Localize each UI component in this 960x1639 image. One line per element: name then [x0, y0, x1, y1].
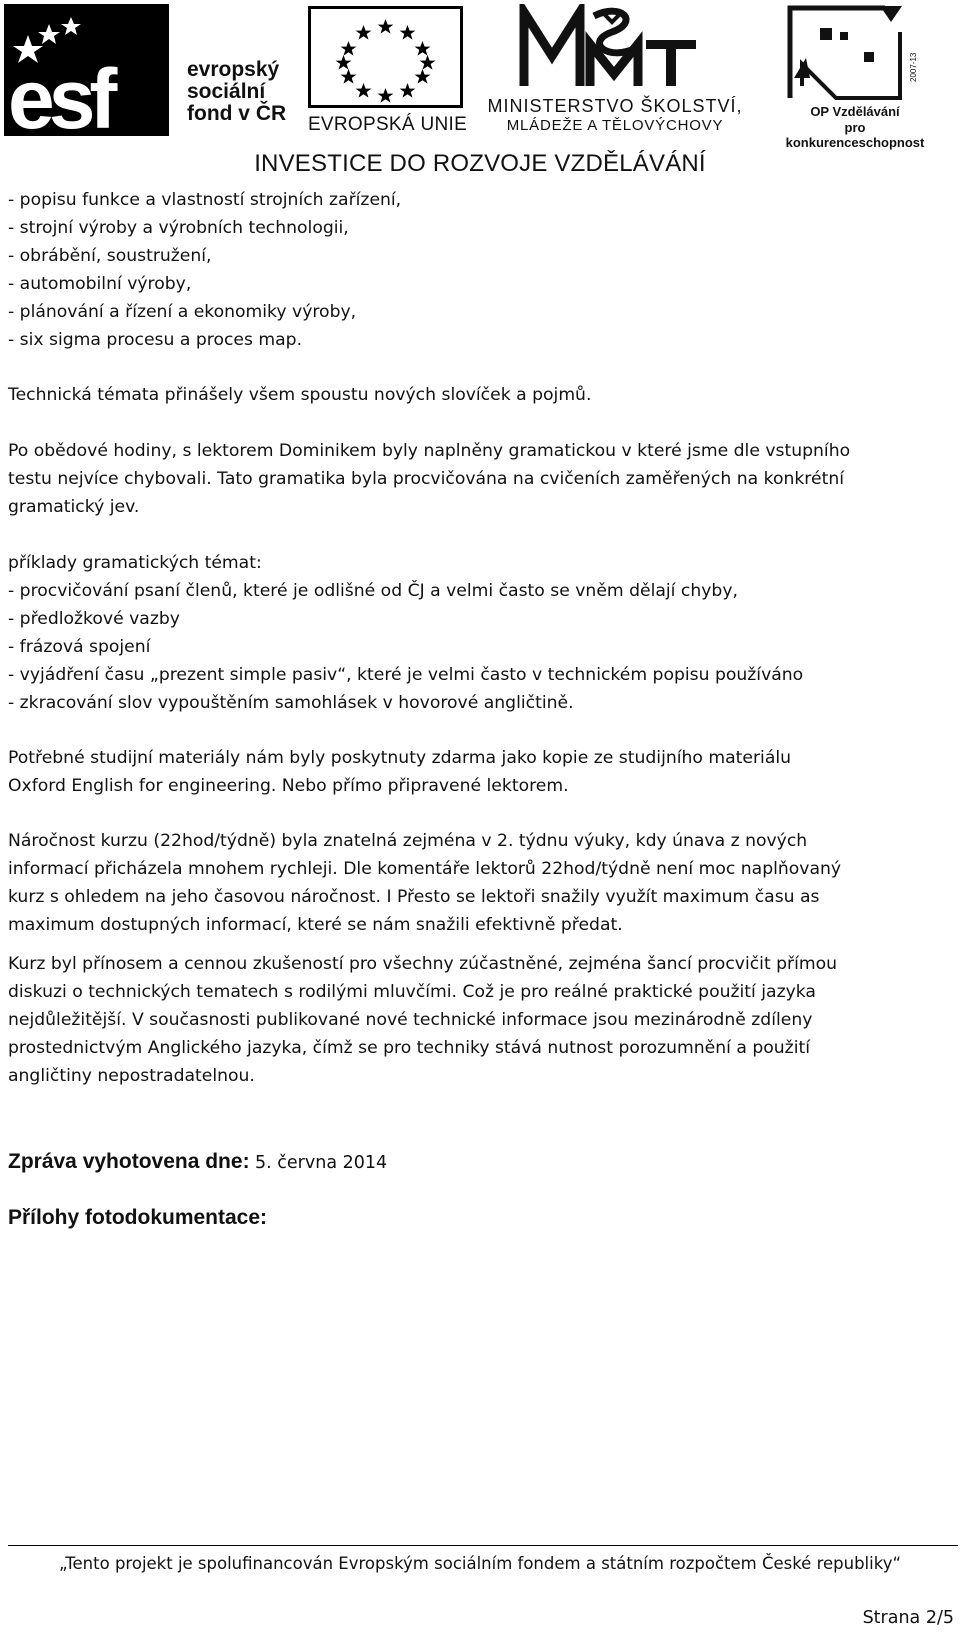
paragraph-materials-line: Oxford English for engineering. Nebo přímo připravené lektorem.: [8, 776, 569, 796]
paragraph-benefit-line: angličtiny nepostradatelnou.: [8, 1066, 255, 1086]
paragraph-benefit-line: prostednictvým Anglického jazyka, čímž se pro techniky stává nutnost porozumnění a použití: [8, 1038, 810, 1058]
grammar-item: - předložkové vazby: [8, 609, 180, 629]
paragraph-afternoon-line: testu nejvíce chybovali. Tato gramatika byla procvičována na cvičeních zaměřených na konkrétní: [8, 469, 844, 489]
page-number: Strana 2/5: [862, 1608, 954, 1628]
op-vk-line-1: OP Vzdělávání: [810, 104, 900, 119]
attachments-label: Přílohy fotodokumentace:: [8, 1206, 268, 1229]
paragraph-difficulty-line: Náročnost kurzu (22hod/týdně) byla znatelná zejména v 2. týdnu výuky, kdy únava z nových: [8, 831, 808, 851]
grammar-heading: příklady gramatických témat:: [8, 553, 262, 573]
eu-logo: [307, 6, 468, 136]
msmt-logo-line-1: MINISTERSTVO ŠKOLSTVÍ,: [487, 96, 743, 116]
report-date-value: 5. června 2014: [255, 1153, 388, 1173]
esf-logo: [4, 4, 300, 134]
grammar-item: - zkracování slov vypouštěním samohlásek v hovorové angličtině.: [8, 693, 574, 713]
eu-logo-text: EVROPSKÁ UNIE: [307, 114, 468, 135]
investice-banner: INVESTICE DO ROZVOJE VZDĚLÁVÁNÍ: [254, 150, 706, 177]
header-logos: [0, 0, 960, 177]
eu-flag-icon: [308, 6, 463, 108]
msmt-logo-line-2: MLÁDEŽE A TĚLOVÝCHOVY: [506, 117, 724, 134]
footer-divider: [8, 1545, 958, 1546]
svg-text:esf: esf: [8, 52, 112, 136]
paragraph-afternoon-line: Po obědové hodiny, s lektorem Dominikem byly naplněny gramatickou v které jsme dle vstupního: [8, 441, 851, 461]
op-vk-line-2: pro konkurenceschopnost: [785, 120, 925, 150]
topic-item: - six sigma procesu a proces map.: [8, 330, 303, 350]
esf-line-1: evropský: [187, 58, 280, 81]
paragraph-benefit-line: Kurz byl přínosem a cennou zkušeností pro všechny zúčastněné, zejména šancí procvičit přímou: [8, 954, 838, 974]
esf-line-2: sociální: [187, 80, 266, 103]
paragraph-technical: Technická témata přinášely všem spoustu nových slovíček a pojmů.: [8, 385, 592, 405]
msmt-logo: [472, 4, 758, 134]
paragraph-difficulty-line: maximum dostupných informací, které se nám snažili efektivně předat.: [8, 915, 623, 935]
paragraph-afternoon-line: gramatický jev.: [8, 497, 140, 517]
topic-item: - plánování a řízení a ekonomiky výroby,: [8, 302, 357, 322]
topic-item: - popisu funkce a vlastností strojních zařízení,: [8, 190, 402, 210]
attachments-heading: [8, 1207, 267, 1230]
topic-item: - obrábění, soustružení,: [8, 246, 212, 266]
op-vk-mark-icon: [780, 2, 930, 102]
paragraph-benefit-line: diskuzi o technických tematech s rodilými mluvčími. Což je pro reálné praktické použití jazyka: [8, 982, 816, 1002]
esf-logo-mark: [4, 4, 169, 136]
msmt-monogram-icon: [472, 4, 758, 96]
report-date-label: Zpráva vyhotovena dne:: [8, 1150, 250, 1173]
paragraph-difficulty-line: informací přicházela mnohem rychleji. Dle komentáře lektorů 22hod/týdně není moc naplňovaný: [8, 859, 842, 879]
grammar-item: - vyjádření času „prezent simple pasiv“, které je velmi často v technickém popisu používáno: [8, 665, 804, 685]
grammar-item: - procvičování psaní členů, které je odlišné od ČJ a velmi často se vněm dělají chyby,: [8, 581, 738, 601]
esf-line-3: fond v ČR: [187, 102, 287, 125]
topic-item: - strojní výroby a výrobních technologii,: [8, 218, 349, 238]
esf-logo-text: [187, 59, 286, 125]
topic-item: - automobilní výroby,: [8, 274, 192, 294]
report-date: [8, 1151, 387, 1174]
footer-funding-note: „Tento projekt je spolufinancován Evropským sociálním fondem a státním rozpočtem České republiky“: [58, 1554, 902, 1573]
paragraph-materials-line: Potřebné studijní materiály nám byly poskytnuty zdarma jako kopie ze studijního materiálu: [8, 748, 792, 768]
paragraph-benefit-line: nejdůležitější. V současnosti publikované nové technické informace jsou mezinárodně zdíleny: [8, 1010, 813, 1030]
op-vk-logo: [780, 2, 930, 150]
paragraph-difficulty-line: kurz s ohledem na jeho časovou náročnost. I Přesto se lektoři snažily využít maximum času as: [8, 887, 820, 907]
esf-letters-icon: [4, 4, 169, 136]
op-vk-year: 2007-13: [909, 52, 918, 82]
grammar-item: - frázová spojení: [8, 637, 151, 657]
